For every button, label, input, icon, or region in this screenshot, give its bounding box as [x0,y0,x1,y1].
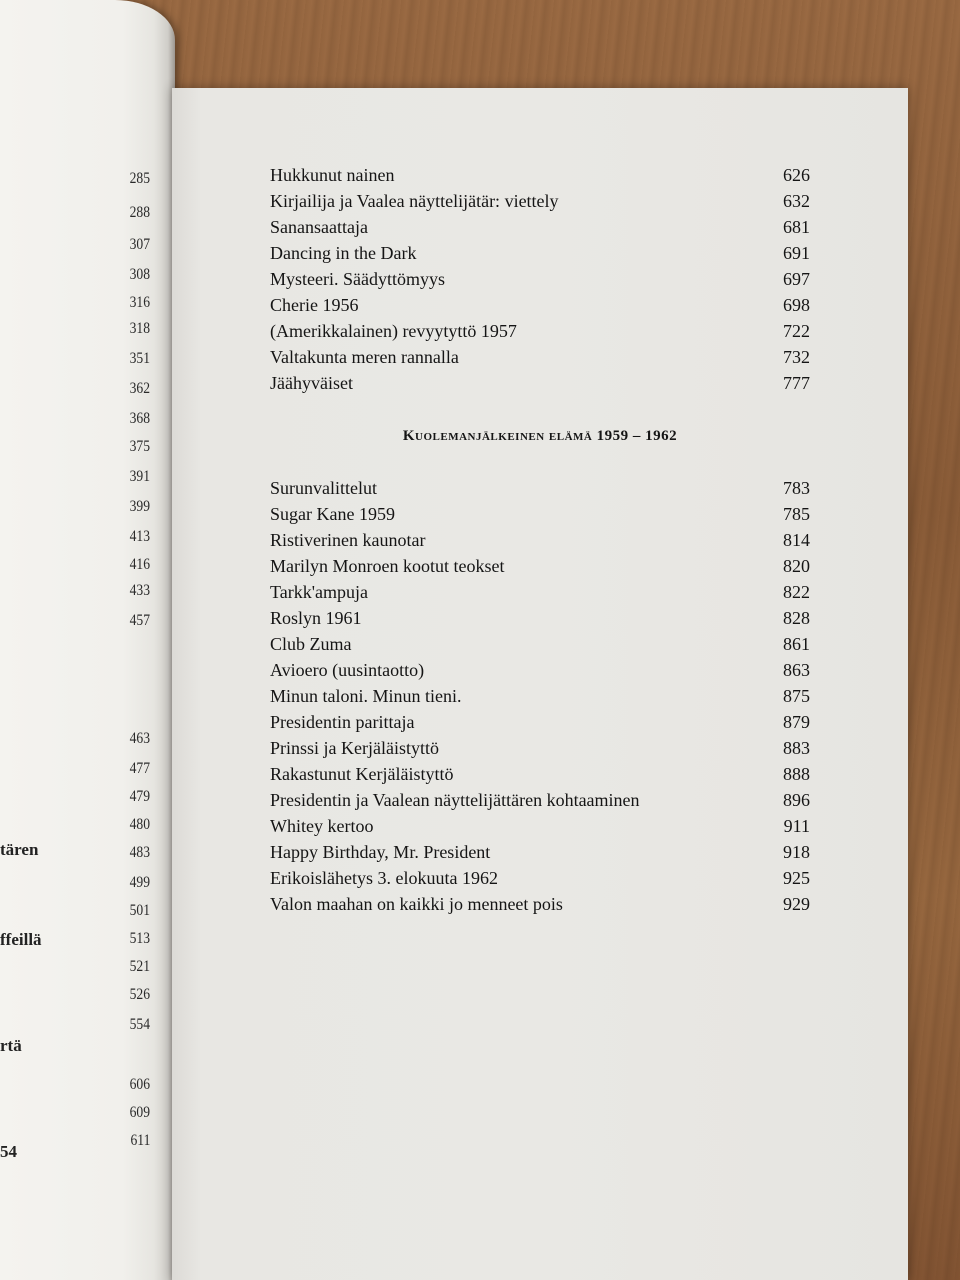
toc-entry-title: Rakastunut Kerjäläistyttö [270,764,454,784]
toc-entry-page-number: 925 [783,868,810,888]
toc-entry-page-number: 861 [783,634,810,654]
toc-entry-page-number: 785 [783,504,810,524]
toc-entry [270,813,810,839]
left-page-number: 288 [129,204,150,221]
toc-entry-page-number: 814 [783,530,810,550]
toc-entry-title: Prinssi ja Kerjäläistyttö [270,738,439,758]
toc-entry-page-number: 697 [783,269,810,289]
toc-entry-title: Cherie 1956 [270,295,359,315]
toc-entry-title: Dancing in the Dark [270,243,417,263]
toc-entry-title: Presidentin ja Vaalean näyttelijättären kohtaaminen [270,790,640,810]
toc-entry-title: Valon maahan on kaikki jo menneet pois [270,894,563,914]
toc-entry-page-number: 875 [783,686,810,706]
toc-entry-title: Marilyn Monroen kootut teokset [270,556,505,576]
left-page-text-fragment: rtä [0,1036,22,1055]
left-page-number: 318 [129,320,150,337]
toc-entry [270,683,810,709]
toc-entry-page-number: 681 [783,217,810,237]
toc-entry-title: Erikoislähetys 3. elokuuta 1962 [270,868,498,888]
toc-entry-page-number: 888 [783,764,810,784]
left-page-number: 433 [129,582,150,599]
left-page [0,0,175,1280]
left-page-number: 351 [129,350,150,367]
toc-entry [270,292,810,318]
toc-entry-page-number: 820 [783,556,810,576]
left-page-number: 307 [129,236,150,253]
left-page-number: 362 [129,380,150,397]
toc-entry-title: Avioero (uusintaotto) [270,660,425,680]
toc-entry-title: Happy Birthday, Mr. President [270,842,491,862]
toc-entry [270,318,810,344]
left-page-text-fragment: tären [0,840,39,859]
left-page-number: 479 [129,788,150,805]
toc-entry-page-number: 632 [783,191,810,211]
toc-entry-page-number: 863 [783,660,810,680]
left-page-number: 463 [129,730,150,747]
toc-entry-page-number: 722 [783,321,810,341]
toc-entry [270,501,810,527]
left-page-number: 501 [129,902,150,919]
toc-entry [270,240,810,266]
toc-entry [270,865,810,891]
left-page-text-fragment: ffeillä [0,930,42,949]
toc-entry-page-number: 896 [783,790,810,810]
left-page-number: 483 [129,844,150,861]
toc-entry-page-number: 828 [783,608,810,628]
left-page-number: 554 [129,1016,150,1033]
left-page-number: 368 [129,410,150,427]
left-page-number: 375 [129,438,150,455]
toc-entry-page-number: 732 [783,347,810,367]
toc-entry-title: Sanansaattaja [270,217,368,237]
left-page-text-fragment: 54 [0,1142,17,1161]
toc-entry [270,605,810,631]
left-page-number: 499 [129,874,150,891]
toc-entry [270,370,810,396]
toc-entry [270,735,810,761]
section-heading: Kuolemanjälkeinen elämä 1959 – 1962 [402,428,678,444]
toc-entry-page-number: 822 [783,582,810,602]
left-page-number: 308 [129,266,150,283]
left-page-number: 513 [129,930,150,947]
toc-entry [270,162,810,188]
toc-entry-title: Presidentin parittaja [270,712,415,732]
toc-entry [270,657,810,683]
toc-entry-title: Hukkunut nainen [270,165,395,185]
toc-entry [270,527,810,553]
toc-entry-title: Tarkk'ampuja [270,582,368,602]
toc-entry [270,344,810,370]
left-page-number: 521 [129,958,150,975]
toc-entry-page-number: 929 [783,894,810,914]
toc-entry-title: (Amerikkalainen) revyytyttö 1957 [270,321,517,341]
left-page-number: 480 [129,816,150,833]
toc-entry [270,787,810,813]
toc-entry [270,631,810,657]
toc-entry-title: Whitey kertoo [270,816,374,836]
toc-entry [270,891,810,917]
toc-entry-title: Mysteeri. Säädyttömyys [270,269,445,289]
toc-entry-page-number: 883 [783,738,810,758]
left-page-number: 609 [129,1104,150,1121]
toc-entry [270,188,810,214]
toc-entry [270,761,810,787]
toc-entry [270,475,810,501]
toc-entry-page-number: 783 [783,478,810,498]
toc-entry [270,214,810,240]
toc-entry-title: Minun taloni. Minun tieni. [270,686,462,706]
toc-entry-page-number: 879 [783,712,810,732]
toc-entry-title: Club Zuma [270,634,352,654]
toc-entry-page-number: 698 [783,295,810,315]
toc-entry [270,839,810,865]
toc-entry [270,579,810,605]
left-page-number: 413 [129,528,150,545]
toc-entry-title: Ristiverinen kaunotar [270,530,426,550]
left-page-number: 606 [129,1076,150,1093]
left-page-number: 416 [129,556,150,573]
toc-entry-page-number: 911 [783,816,810,836]
left-page-number: 391 [129,468,150,485]
toc-entry-title: Surunvalittelut [270,478,377,498]
left-page-number: 611 [130,1132,150,1149]
left-page-number: 477 [129,760,150,777]
left-page-number: 316 [129,294,150,311]
toc-entry-page-number: 691 [783,243,810,263]
toc-entry-title: Sugar Kane 1959 [270,504,395,524]
toc-entry-page-number: 918 [783,842,810,862]
toc-entry-title: Valtakunta meren rannalla [270,347,459,367]
toc-entry [270,553,810,579]
toc-entry-title: Roslyn 1961 [270,608,362,628]
left-page-number: 526 [129,986,150,1003]
right-page [172,88,908,1280]
toc-entry-page-number: 777 [783,373,810,393]
toc-entry [270,266,810,292]
toc-entry-page-number: 626 [783,165,810,185]
left-page-number: 285 [129,170,150,187]
toc-entry-title: Jäähyväiset [270,373,353,393]
left-page-number: 457 [129,612,150,629]
toc-entry [270,709,810,735]
left-page-number: 399 [129,498,150,515]
toc-entry-title: Kirjailija ja Vaalea näyttelijätär: viettely [270,191,559,211]
